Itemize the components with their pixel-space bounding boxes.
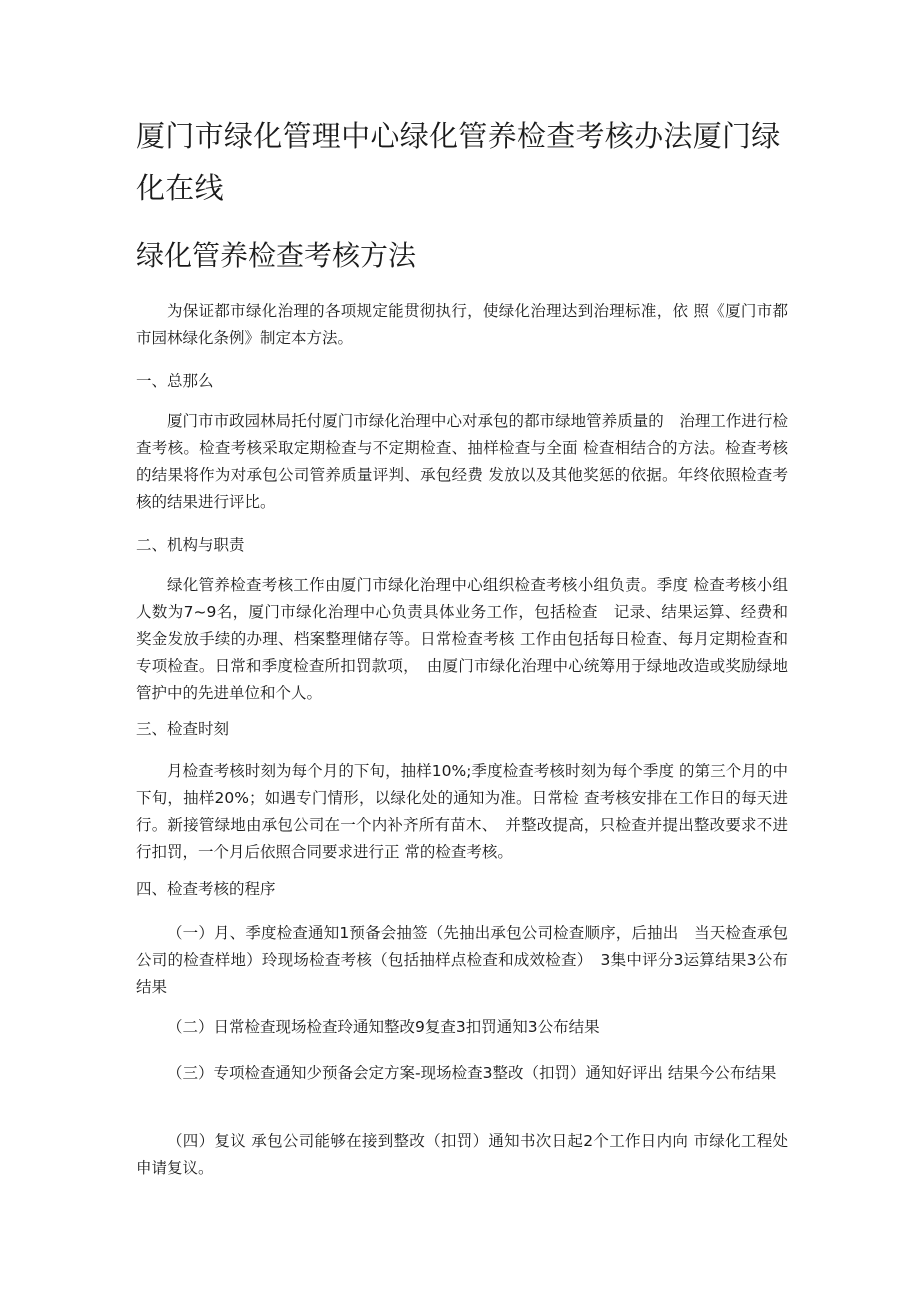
procedure-item-special: （三）专项检查通知少预备会定方案-现场检查3整改（扣罚）通知好评出 结果今公布结果 [167,1064,777,1082]
intro-paragraph: 为保证都市绿化治理的各项规定能贯彻执行，使绿化治理达到治理标准，依 照《厦门市都市园林绿化条例》制定本方法。 [136,302,788,347]
section-text-organization: 绿化管养检查考核工作由厦门市绿化治理中心组织检查考核小组负责。季度 检查考核小组人数为7~9名，厦门市绿化治理中心负责具体业务工作，包括检查 记录、结果运算、经费和奖金发放手续的办理、档案整理储存等。日常检查考核 工作由包括每日检查、每月定期检查和专项检查。日常和季度检查所扣罚款项， 由厦门市绿化治理中心统筹用于绿地改造或奖励绿地管护中的先进单位和个人。 [136,576,788,702]
document-title: 厦门市绿化管理中心绿化管养检查考核办法厦门绿化在线 [136,119,781,205]
section-text-general: 厦门市市政园林局托付厦门市绿化治理中心对承包的都市绿地管养质量的 治理工作进行检查考核。检查考核采取定期检查与不定期检查、抽样检查与全面 检查相结合的方法。检查考核的结果将作为对承包公司管养质量评判、承包经费 发放以及其他奖惩的依据。年终依照检查考核的结果进行评比。 [136,412,788,511]
section-heading-procedure: 四、检查考核的程序 [136,880,276,898]
section-heading-timing: 三、检查时刻 [136,720,230,738]
section-heading-general: 一、总那么 [136,372,214,390]
procedure-item-monthly: （一）月、季度检查通知1预备会抽签（先抽出承包公司检查顺序，后抽出 当天检查承包公司的检查样地）玲现场检查考核（包括抽样点检查和成效检查） 3集中评分3运算结果3公布结果 [136,924,788,996]
section-heading-organization: 二、机构与职责 [136,536,245,554]
section-text-timing: 月检查考核时刻为每个月的下旬，抽样10%;季度检查考核时刻为每个季度 的第三个月的中下旬，抽样20%；如遇专门情形，以绿化处的通知为准。日常检 查考核安排在工作日的每天进行。新接管绿地由承包公司在一个内补齐所有苗木、 并整改提高，只检查并提出整改要求不进行扣罚，一个月后依照合同要求进行正 常的检查考核。 [136,762,788,861]
document-subtitle: 绿化管养检查考核方法 [136,239,417,272]
procedure-item-review: （四）复议 承包公司能够在接到整改（扣罚）通知书次日起2个工作日内向 市绿化工程处申请复议。 [136,1132,788,1177]
procedure-item-daily: （二）日常检查现场检查玲通知整改9复查3扣罚通知3公布结果 [167,1018,600,1036]
